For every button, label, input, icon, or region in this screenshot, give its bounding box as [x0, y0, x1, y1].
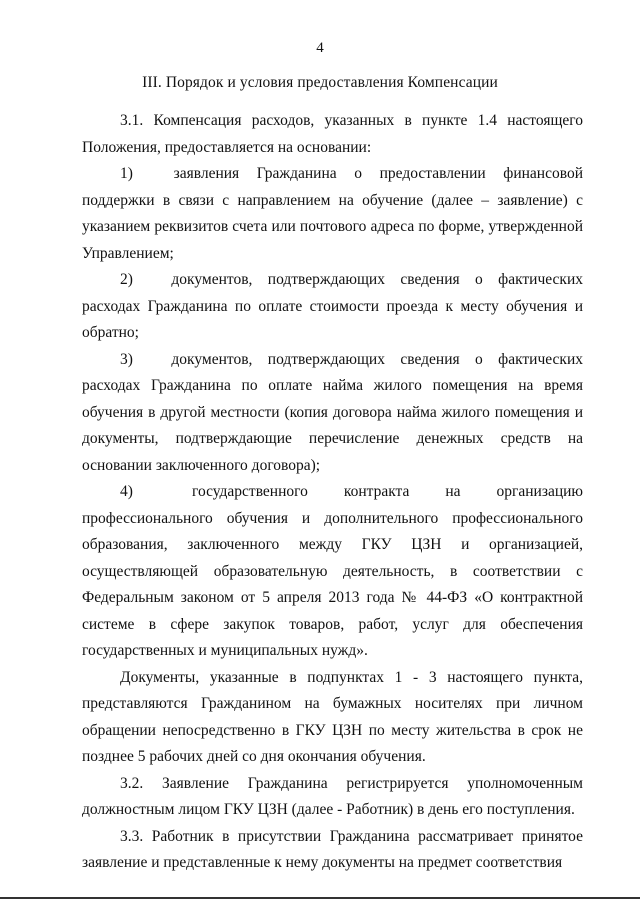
list-item-3: [82, 347, 583, 480]
list-item-3-number: 3): [120, 350, 133, 368]
list-item-4-number: 4): [120, 483, 133, 500]
paragraph-3-1: 3.1. Компенсация расходов, указанных в пункте 1.4 настоящего Положения, предоставляется на основании:: [82, 112, 583, 156]
list-item-1: [82, 161, 583, 267]
list-item-4-text: государственного контракта на организацию профессионального обучения и дополнительного профессионального образования, заключенного между ГКУ ЦЗН и организацией, осуществляющей образовательную деятельность, в соответствии с Федеральным законом от 5 апреля 2013 года № 44-ФЗ «О контрактной системе в сфере закупок товаров, работ, услуг для обеспечения государственных и муниципальных нужд».: [82, 483, 583, 659]
list-item-4: [82, 479, 583, 665]
list-item-2-text: документов, подтверждающих сведения о фактических расходах Гражданина по оплате стоимости проезда к месту обучения и обратно;: [82, 271, 583, 341]
list-item-2: [82, 267, 583, 347]
page-bottom-edge: [0, 897, 640, 899]
page-number: 4: [316, 40, 324, 56]
list-item-2-number: 2): [120, 271, 133, 288]
section-title: III. Порядок и условия предоставления Компенсации: [142, 74, 498, 91]
paragraph-documents: Документы, указанные в подпунктах 1 - 3 настоящего пункта, представляются Гражданином на бумажных носителях при личном обращении непосредственно в ГКУ ЦЗН по месту жительства в срок не позднее 5 рабочих дней со дня окончания обучения.: [82, 668, 583, 765]
list-item-1-number: 1): [120, 165, 133, 182]
document-body: [82, 108, 583, 877]
list-item-3-text: документов, подтверждающих сведения о фактических расходах Гражданина по оплате найма жилого помещения на время обучения в другой местности (копия договора найма жилого помещения и документы, подтверждающие перечисление денежных средств на основании заключенного договора);: [82, 350, 583, 474]
paragraph-3-2: 3.2. Заявление Гражданина регистрируется уполномоченным должностным лицом ГКУ ЦЗН (далее - Работник) в день его поступления.: [82, 774, 583, 818]
paragraph-3-3: 3.3. Работник в присутствии Гражданина рассматривает принятое заявление и представленные к нему документы на предмет соответствия: [82, 827, 583, 871]
list-item-1-text: заявления Гражданина о предоставлении финансовой поддержки в связи с направлением на обучение (далее – заявление) с указанием реквизитов счета или почтового адреса по форме, утвержденной Управлением;: [82, 165, 583, 262]
